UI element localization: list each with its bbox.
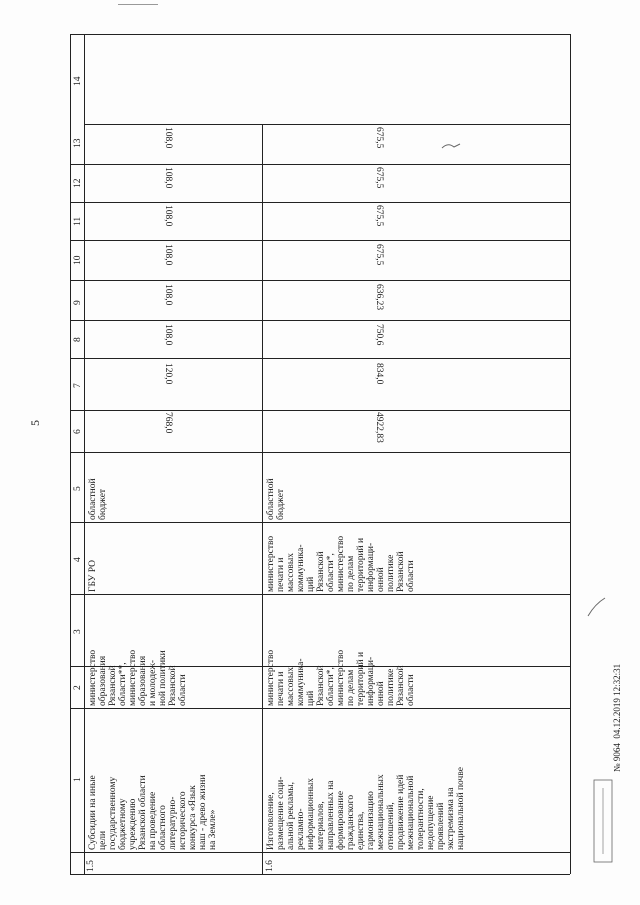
signature-stamp: № 9064 04.12.2019 12:32:31 (612, 663, 622, 772)
header-cell: 6 (73, 429, 83, 434)
row-description: Изготовление, размещение соци- альной рекламы, рекламно- информационных материалов, направленных на формирование гражданского единства, гармонизацию межнациональных отношений, продвижение идей межнациональной толерантности, недопущение проявлений экстремизма на национальной почве (266, 767, 466, 850)
column-divider (70, 202, 570, 203)
header-cell: 5 (73, 486, 83, 491)
column-divider (70, 708, 570, 709)
header-cell: 4 (73, 557, 83, 562)
value-year: 675,5 (374, 244, 384, 266)
header-cell: 14 (73, 76, 83, 86)
header-cell: 8 (73, 337, 83, 342)
column-divider (70, 240, 570, 241)
row-divider (70, 34, 570, 35)
column-divider (70, 280, 570, 281)
row-divider (70, 874, 570, 875)
value-year: 108,0 (163, 284, 173, 306)
row-description: Субсидии на иные цели государственному бюджетному учреждению Рязанской области на проведение областного литературно- исторического конкурса «Язык наш - древо жизни на Земле» (88, 774, 218, 850)
value-total: 768,0 (163, 412, 173, 434)
value-total: 4922,83 (374, 412, 384, 443)
column-divider (70, 164, 570, 165)
column-divider (70, 410, 570, 411)
column-divider (70, 452, 570, 453)
value-year: 108,0 (163, 244, 173, 266)
page-number: 5 (28, 420, 42, 426)
header-cell: 9 (73, 300, 83, 305)
row-divider (570, 34, 571, 874)
row-divider (70, 34, 71, 874)
header-cell: 3 (73, 629, 83, 634)
value-year: 834,0 (374, 363, 384, 385)
column-divider (70, 852, 570, 853)
value-year: 675,5 (374, 205, 384, 227)
responsible-executor: министерство печати и массовых коммуника- ций Рязанской области*, министерство по делам территорий и информаци- онной политике Рязанской области (266, 649, 416, 706)
column-divider (70, 358, 570, 359)
row-number: 1.6 (265, 860, 275, 872)
header-cell: 10 (73, 255, 83, 265)
value-year: 636,23 (374, 284, 384, 311)
column-divider (70, 522, 570, 523)
header-cell: 7 (73, 383, 83, 388)
row-divider (84, 34, 85, 874)
scan-mark (118, 4, 158, 5)
column-divider (70, 320, 570, 321)
header-cell: 12 (73, 178, 83, 188)
value-year: 675,5 (374, 127, 384, 149)
pen-mark-icon (585, 596, 609, 620)
row-divider (84, 124, 570, 125)
value-year: 108,0 (163, 324, 173, 346)
value-year: 120,0 (163, 363, 173, 385)
header-cell: 11 (73, 216, 83, 226)
funding-source: областной бюджет (266, 478, 286, 520)
emblem-icon (589, 776, 619, 866)
header-cell: 1 (73, 777, 83, 782)
header-cell: 2 (73, 685, 83, 690)
value-year: 108,0 (163, 167, 173, 189)
header-cell: 13 (73, 138, 83, 148)
value-year: 675,5 (374, 167, 384, 189)
row-divider (262, 124, 263, 874)
participant: министерство печати и массовых коммуника- ций Рязанской области*, министерство по делам территорий и информаци- онной политике Рязанской области (266, 535, 416, 592)
funding-source: областной бюджет (88, 478, 108, 520)
value-year: 108,0 (163, 127, 173, 149)
value-year: 750,6 (374, 324, 384, 346)
responsible-executor: министерство образования Рязанской области**, министерство образования и молодеж- ной политики Рязанской области (88, 649, 188, 706)
row-number: 1.5 (86, 860, 96, 872)
check-mark-icon (440, 138, 470, 158)
column-divider (70, 594, 570, 595)
value-year: 108,0 (163, 205, 173, 227)
participant: ГБУ РО (88, 560, 98, 592)
